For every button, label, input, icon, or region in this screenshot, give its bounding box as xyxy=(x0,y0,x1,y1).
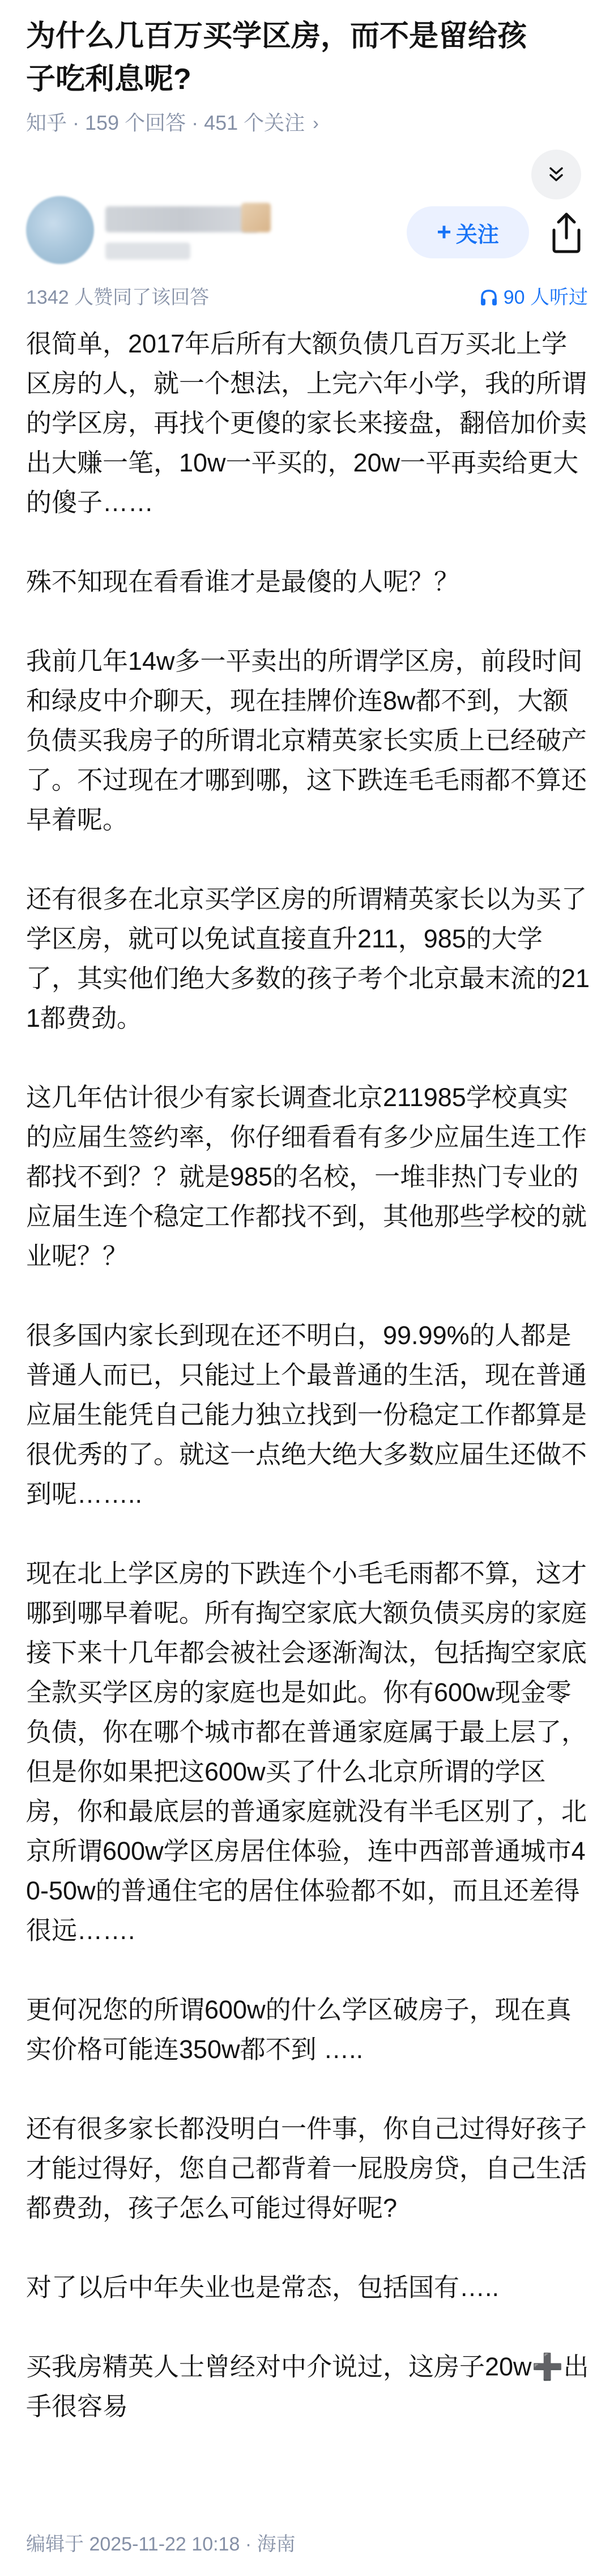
answer-paragraph: 还有很多在北京买学区房的所谓精英家长以为买了学区房，就可以免试直接直升211，985的大学了，其实他们绝大多数的孩子考个北京最末流的211都费劲。 xyxy=(26,885,590,1032)
answer-paragraph: 殊不知现在看看谁才是最傻的人呢？？ xyxy=(26,567,460,596)
separator-dot: · xyxy=(73,111,80,134)
answer-body xyxy=(26,324,592,2466)
author-badge-blurred xyxy=(241,203,271,232)
avatar[interactable] xyxy=(26,196,94,264)
answer-paragraph: 很多国内家长到现在还不明白，99.99%的人都是普通人而已，只能过上个最普通的生活，现在普通应届生能凭自己能力独立找到一份稳定工作都算是很优秀的了。就这一点绝大绝大多数应届生还做不到呢…….. xyxy=(26,1321,587,1508)
answer-paragraph: 更何况您的所谓600w的什么学区破房子，现在真实价格可能连350w都不到 ….. xyxy=(26,1995,572,2064)
question-meta[interactable] xyxy=(26,109,553,137)
chevron-down-icon xyxy=(545,163,568,186)
answer-paragraph: 还有很多家长都没明白一件事，你自己过得好孩子才能过得好，您自己都背着一屁股房贷，自己生活都费劲，孩子怎么可能过得好呢? xyxy=(26,2114,587,2222)
edit-info: 编辑于 2025-11-22 10:18 · 海南 xyxy=(26,2534,296,2555)
answer-count: 159 个回答 xyxy=(85,111,186,134)
follow-label: 关注 xyxy=(455,223,499,247)
answer-stats xyxy=(26,283,588,312)
author-subtitle-blurred xyxy=(105,243,190,260)
answer-paragraph: 很简单，2017年后所有大额负债几百万买北上学区房的人，就一个想法，上完六年小学，我的所谓的学区房，再找个更傻的家长来接盘，翻倍加价卖出大赚一笔，10w一平买的，20w一平再卖给更大的傻子…… xyxy=(26,329,587,517)
answer-paragraph: 买我房精英人士曾经对中介说过，这房子20w➕出手很容易 xyxy=(26,2352,589,2421)
answer-paragraph: 我前几年14w多一平卖出的所谓学区房，前段时间和绿皮中介聊天，现在挂牌价连8w都不到，大额负债买我房子的所谓北京精英家长实质上已经破产了。不过现在才哪到哪，这下跌连毛毛雨都不算还早着呢。 xyxy=(26,647,587,834)
collapse-button[interactable] xyxy=(531,150,581,199)
follow-button[interactable] xyxy=(407,206,529,258)
answer-paragraph: 现在北上学区房的下跌连个小毛毛雨都不算，这才哪到哪早着呢。所有掏空家底大额负债买房的家庭接下来十几年都会被社会逐渐淘汰，包括掏空家底全款买学区房的家庭也是如此。你有600w现金零负债，你在哪个城市都在普通家庭属于最上层了，但是你如果把这600w买了什么北京所谓的学区房，你和最底层的普通家庭就没有半毛区别了，北京所谓600w学区房居住体验，连中西部普通城市40-50w的普通住宅的居住体验都不如，而且还差得很远……. xyxy=(26,1559,587,1945)
listen-button[interactable] xyxy=(479,283,588,312)
listen-count: 90 人听过 xyxy=(503,287,588,308)
source-label: 知乎 xyxy=(26,111,67,134)
answer-paragraph: 对了以后中年失业也是常态，包括国有….. xyxy=(26,2273,500,2302)
headphones-icon xyxy=(479,287,499,308)
author-name-blurred[interactable] xyxy=(105,206,258,232)
plus-icon: + xyxy=(437,218,451,246)
chevron-right-icon: › xyxy=(313,113,319,133)
question-title[interactable]: 为什么几百万买学区房，而不是留给孩子吃利息呢? xyxy=(26,20,527,96)
question-header xyxy=(26,15,553,137)
share-icon[interactable] xyxy=(546,210,587,255)
agree-count: 1342 人赞同了该回答 xyxy=(26,287,210,308)
separator-dot: · xyxy=(191,111,199,134)
answer-paragraph: 这几年估计很少有家长调查北京211985学校真实的应届生签约率，你仔细看看有多少应届生连工作都找不到？？就是985的名校，一堆非热门专业的应届生连个稳定工作都找不到，其他那些学校的就业呢？？ xyxy=(26,1083,587,1270)
follower-count: 451 个关注 xyxy=(204,111,305,134)
